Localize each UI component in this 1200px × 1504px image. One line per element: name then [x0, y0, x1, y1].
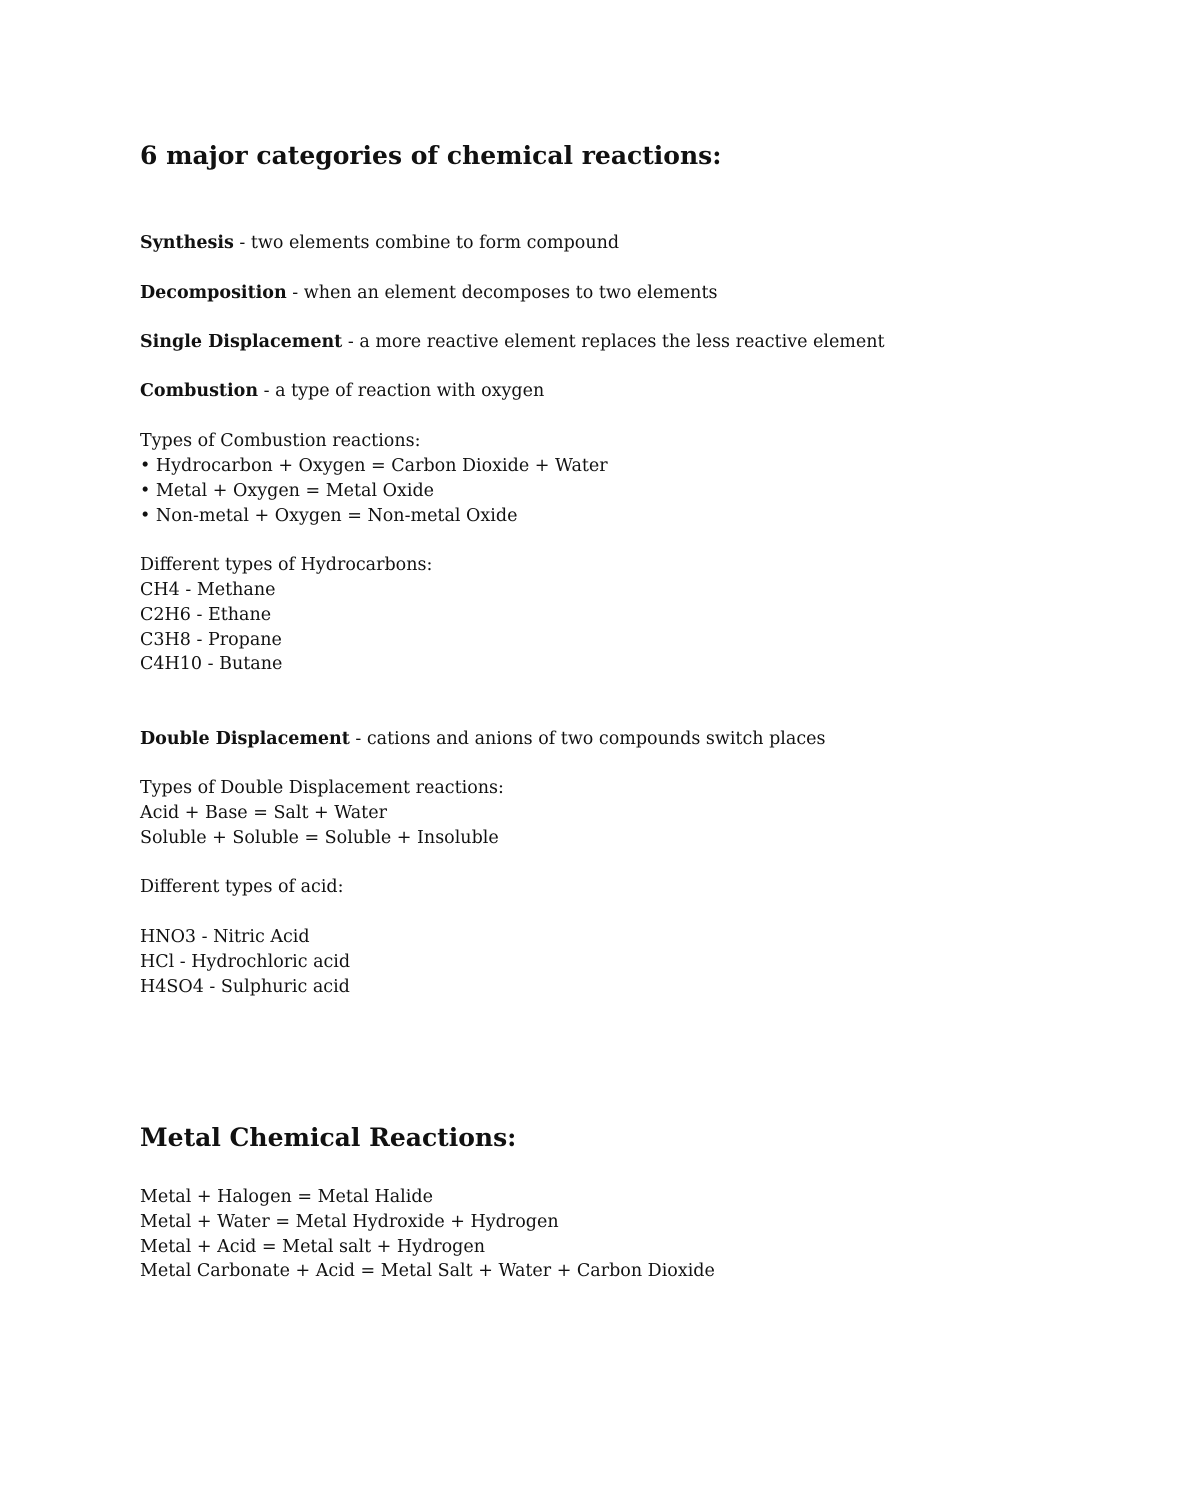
list-item: C4H10 - Butane	[140, 654, 283, 674]
list-item: • Hydrocarbon + Oxygen = Carbon Dioxide + Water	[140, 454, 608, 478]
decomposition-description: - when an element decomposes to two elements	[286, 283, 718, 303]
single-displacement-term: Single Displacement	[140, 332, 343, 352]
section-title-metal-reactions: Metal Chemical Reactions:	[140, 1123, 517, 1152]
list-item: • Non-metal + Oxygen = Non-metal Oxide	[140, 504, 517, 528]
single-displacement-description: - a more reactive element replaces the less reactive element	[342, 332, 885, 352]
list-item: Metal Carbonate + Acid = Metal Salt + Water + Carbon Dioxide	[140, 1261, 715, 1281]
combustion-term: Combustion	[140, 381, 259, 401]
synthesis-term: Synthesis	[140, 233, 234, 253]
list-item: Metal + Halogen = Metal Halide	[140, 1187, 433, 1207]
decomposition-entry	[140, 281, 717, 305]
combustion-description: - a type of reaction with oxygen	[258, 381, 545, 401]
list-item: C3H8 - Propane	[140, 630, 282, 650]
decomposition-term: Decomposition	[140, 283, 287, 303]
single-displacement-entry	[140, 330, 885, 354]
double-types-heading: Types of Double Displacement reactions:	[140, 778, 504, 798]
list-item: Acid + Base = Salt + Water	[140, 803, 387, 823]
double-displacement-description: - cations and anions of two compounds switch places	[349, 729, 826, 749]
list-item: Soluble + Soluble = Soluble + Insoluble	[140, 828, 499, 848]
list-item: HCl - Hydrochloric acid	[140, 952, 351, 972]
list-item: CH4 - Methane	[140, 580, 276, 600]
list-item: • Metal + Oxygen = Metal Oxide	[140, 479, 434, 503]
acids-heading: Different types of acid:	[140, 877, 344, 897]
list-item: H4SO4 - Sulphuric acid	[140, 977, 350, 997]
list-item: HNO3 - Nitric Acid	[140, 927, 310, 947]
synthesis-description: - two elements combine to form compound	[233, 233, 620, 253]
list-item: Metal + Acid = Metal salt + Hydrogen	[140, 1237, 485, 1257]
list-item: C2H6 - Ethane	[140, 605, 272, 625]
synthesis-entry	[140, 231, 619, 255]
combustion-types-heading: Types of Combustion reactions:	[140, 431, 421, 451]
list-item: Metal + Water = Metal Hydroxide + Hydrogen	[140, 1212, 559, 1232]
double-displacement-entry	[140, 727, 825, 751]
section-title-categories: 6 major categories of chemical reactions:	[140, 141, 722, 170]
combustion-entry	[140, 379, 544, 403]
hydrocarbons-heading: Different types of Hydrocarbons:	[140, 555, 433, 575]
double-displacement-term: Double Displacement	[140, 729, 350, 749]
